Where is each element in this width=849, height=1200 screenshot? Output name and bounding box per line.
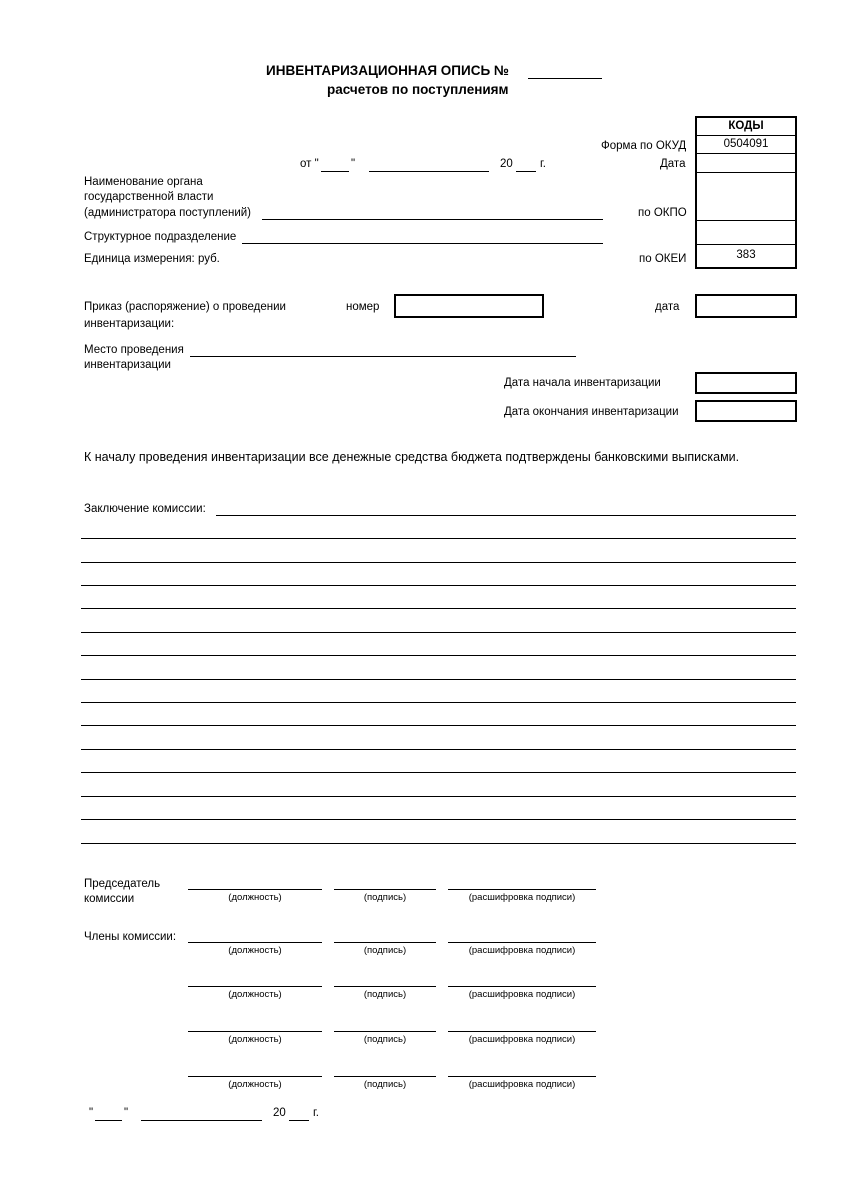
conclusion-line[interactable] (81, 772, 796, 773)
document-number-field[interactable] (528, 78, 602, 79)
position-caption: (должность) (228, 989, 282, 1000)
document-subtitle: расчетов по поступлениям (327, 82, 509, 97)
document-title: ИНВЕНТАРИЗАЦИОННАЯ ОПИСЬ № (266, 63, 509, 78)
chairman-position-field[interactable] (188, 889, 322, 890)
chairman-label-line1: Председатель (84, 878, 161, 890)
org-name-field[interactable] (262, 219, 603, 220)
org-label-line1: Наименование органа (84, 176, 203, 188)
date-month-field[interactable] (369, 171, 489, 172)
structural-unit-field[interactable] (242, 243, 603, 244)
conclusion-line[interactable] (81, 585, 796, 586)
date-year-prefix: 20 (500, 158, 513, 170)
org-label-line3: (администратора поступлений) (84, 207, 251, 219)
order-number-label: номер (346, 301, 380, 313)
okpo-code-field[interactable] (697, 173, 795, 221)
decoding-caption: (расшифровка подписи) (468, 892, 576, 903)
okei-label: по ОКЕИ (639, 253, 687, 265)
start-date-label: Дата начала инвентаризации (504, 377, 661, 389)
order-label-line2: инвентаризации: (84, 318, 175, 330)
position-caption: (должность) (228, 945, 282, 956)
place-field[interactable] (190, 356, 576, 357)
okei-value: 383 (736, 249, 756, 261)
statement-text: К началу проведения инвентаризации все денежные средства бюджета подтверждены банковскими выписками. (84, 450, 740, 464)
end-date-field[interactable] (695, 400, 797, 422)
decoding-caption: (расшифровка подписи) (468, 1079, 576, 1090)
unit-label: Единица измерения: руб. (84, 253, 220, 265)
date-year-field[interactable] (516, 171, 536, 172)
conclusion-line[interactable] (81, 538, 796, 539)
org-label-line2: государственной власти (84, 191, 214, 203)
footer-quote-open: " (89, 1107, 94, 1119)
member4-signature-field[interactable] (334, 1076, 436, 1077)
okud-value: 0504091 (697, 136, 795, 154)
footer-day-field[interactable] (95, 1120, 122, 1121)
position-caption: (должность) (228, 1034, 282, 1045)
signature-caption: (подпись) (363, 945, 407, 956)
footer-year-field[interactable] (289, 1120, 309, 1121)
conclusion-line[interactable] (81, 679, 796, 680)
footer-year-prefix: 20 (273, 1107, 286, 1119)
conclusion-line[interactable] (81, 819, 796, 820)
signature-caption: (подпись) (363, 892, 407, 903)
order-label-line1: Приказ (распоряжение) о проведении (84, 301, 286, 313)
member2-position-field[interactable] (188, 986, 322, 987)
conclusion-line[interactable] (81, 608, 796, 609)
member1-signature-field[interactable] (334, 942, 436, 943)
conclusion-line[interactable] (81, 702, 796, 703)
member2-decoding-field[interactable] (448, 986, 596, 987)
decoding-caption: (расшифровка подписи) (468, 945, 576, 956)
chairman-label-line2: комиссии (84, 893, 135, 905)
conclusion-line[interactable] (216, 515, 796, 516)
footer-year-suffix: г. (313, 1107, 319, 1119)
place-label-line2: инвентаризации (84, 359, 171, 371)
member1-position-field[interactable] (188, 942, 322, 943)
conclusion-line[interactable] (81, 843, 796, 844)
signature-caption: (подпись) (363, 1034, 407, 1045)
codes-table (695, 116, 797, 269)
conclusion-line[interactable] (81, 796, 796, 797)
conclusion-line[interactable] (81, 725, 796, 726)
chairman-signature-field[interactable] (334, 889, 436, 890)
member3-signature-field[interactable] (334, 1031, 436, 1032)
start-date-field[interactable] (695, 372, 797, 394)
date-code-label: Дата (660, 158, 686, 170)
conclusion-line[interactable] (81, 655, 796, 656)
okpo-label: по ОКПО (638, 207, 687, 219)
signature-caption: (подпись) (363, 1079, 407, 1090)
date-day-field[interactable] (321, 171, 349, 172)
conclusion-label: Заключение комиссии: (84, 503, 206, 515)
order-date-label: дата (655, 301, 680, 313)
member3-decoding-field[interactable] (448, 1031, 596, 1032)
signature-caption: (подпись) (363, 989, 407, 1000)
conclusion-line[interactable] (81, 749, 796, 750)
member4-decoding-field[interactable] (448, 1076, 596, 1077)
member3-position-field[interactable] (188, 1031, 322, 1032)
members-label: Члены комиссии: (84, 931, 177, 943)
end-date-label: Дата окончания инвентаризации (504, 406, 679, 418)
decoding-caption: (расшифровка подписи) (468, 989, 576, 1000)
order-number-field[interactable] (394, 294, 544, 318)
decoding-caption: (расшифровка подписи) (468, 1034, 576, 1045)
codes-header: КОДЫ (697, 118, 795, 136)
extra-code-field[interactable] (697, 221, 795, 245)
footer-quote-close: " (124, 1107, 129, 1119)
member4-position-field[interactable] (188, 1076, 322, 1077)
chairman-decoding-field[interactable] (448, 889, 596, 890)
member2-signature-field[interactable] (334, 986, 436, 987)
date-quote-close: " (351, 158, 356, 170)
member1-decoding-field[interactable] (448, 942, 596, 943)
conclusion-line[interactable] (81, 632, 796, 633)
order-date-field[interactable] (695, 294, 797, 318)
position-caption: (должность) (228, 1079, 282, 1090)
okud-label: Форма по ОКУД (601, 140, 687, 152)
position-caption: (должность) (228, 892, 282, 903)
structural-unit-label: Структурное подразделение (84, 231, 237, 243)
date-year-suffix: г. (540, 158, 546, 170)
conclusion-line[interactable] (81, 562, 796, 563)
place-label-line1: Место проведения (84, 344, 184, 356)
date-code-field[interactable] (697, 154, 795, 173)
footer-month-field[interactable] (141, 1120, 262, 1121)
date-prefix: от " (300, 158, 319, 170)
